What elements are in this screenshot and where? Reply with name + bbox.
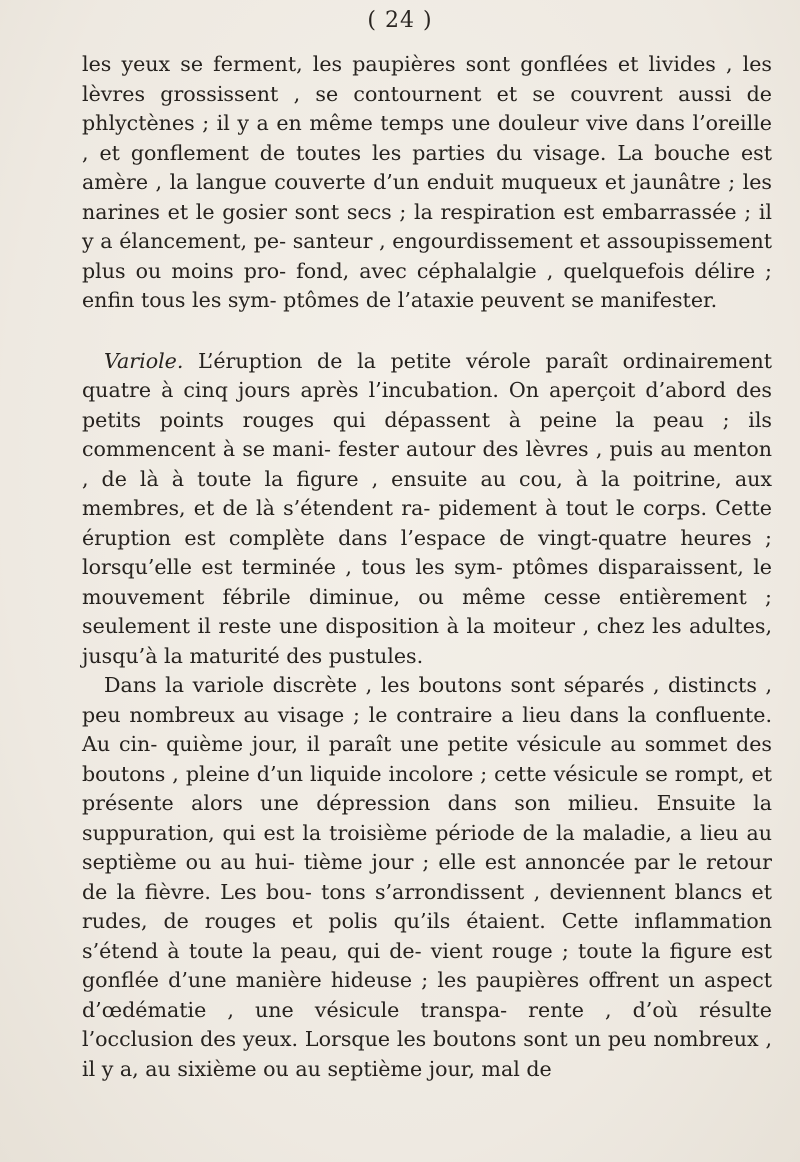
paragraph-2-text: L’éruption de la petite vérole paraît ordinairement quatre à cinq jours après l’incubation. On aperçoit d’abord des petits points rouges qui dépassent à peine la peau ; ils commencent à se mani- fester autour des lèvres , puis au menton , de là à toute la figure , ensuite au cou, à la poitrine, aux membres, et de là s’étendent ra- pidement à tout le corps. Cette éruption est complète dans l’espace de vingt-quatre heures ; lorsqu’elle est terminée , tous les sym- ptômes disparaissent, le mouvement fébrile diminue, ou même cesse entièrement ; seulement il reste une disposition à la moiteur , chez les adultes, jusqu’à la maturité des pustules. [82,348,772,668]
paragraph-1: les yeux se ferment, les paupières sont gonflées et livides , les lèvres grossissent , se contournent et se couvrent aussi de phlyctènes ; il y a en même temps une douleur vive dans l’oreille , et gonflement de toutes les parties du visage. La bouche est amère , la langue couverte d’un enduit muqueux et jaunâtre ; les narines et le gosier sont secs ; la respiration est embarrassée ; il y a élancement, pe- santeur , engourdissement et assoupissement plus ou moins pro- fond, avec céphalalgie , quelquefois délire ; enfin tous les sym- ptômes de l’ataxie peuvent se manifester. [82,52,772,312]
section-lead-variole: Variole. [104,348,184,373]
body-text [82,50,772,1084]
page-number: ( 24 ) [367,8,433,33]
paragraph-2 [82,347,772,672]
paragraph-3: Dans la variole discrète , les boutons sont séparés , distincts , peu nombreux au visage ; le contraire a lieu dans la confluente. Au cin- quième jour, il paraît une petite vésicule au sommet des boutons , pleine d’un liquide incolore ; cette vésicule se rompt, et présente alors une dépression dans son milieu. Ensuite la suppuration, qui est la troisième période de la maladie, a lieu au septième ou au hui- tième jour ; elle est annoncée par le retour de la fièvre. Les bou- tons s’arrondissent , deviennent blancs et rudes, de rouges et polis qu’ils étaient. Cette inflammation s’étend à toute la peau, qui de- vient rouge ; toute la figure est gonflée d’une manière hideuse ; les paupières offrent un aspect d’œdématie , une vésicule transpa- rente , d’où résulte l’occlusion des yeux. Lorsque les boutons sont un peu nombreux , il y a, au sixième ou au septième jour, mal de [82,673,772,1081]
paragraph-gap [82,316,772,347]
